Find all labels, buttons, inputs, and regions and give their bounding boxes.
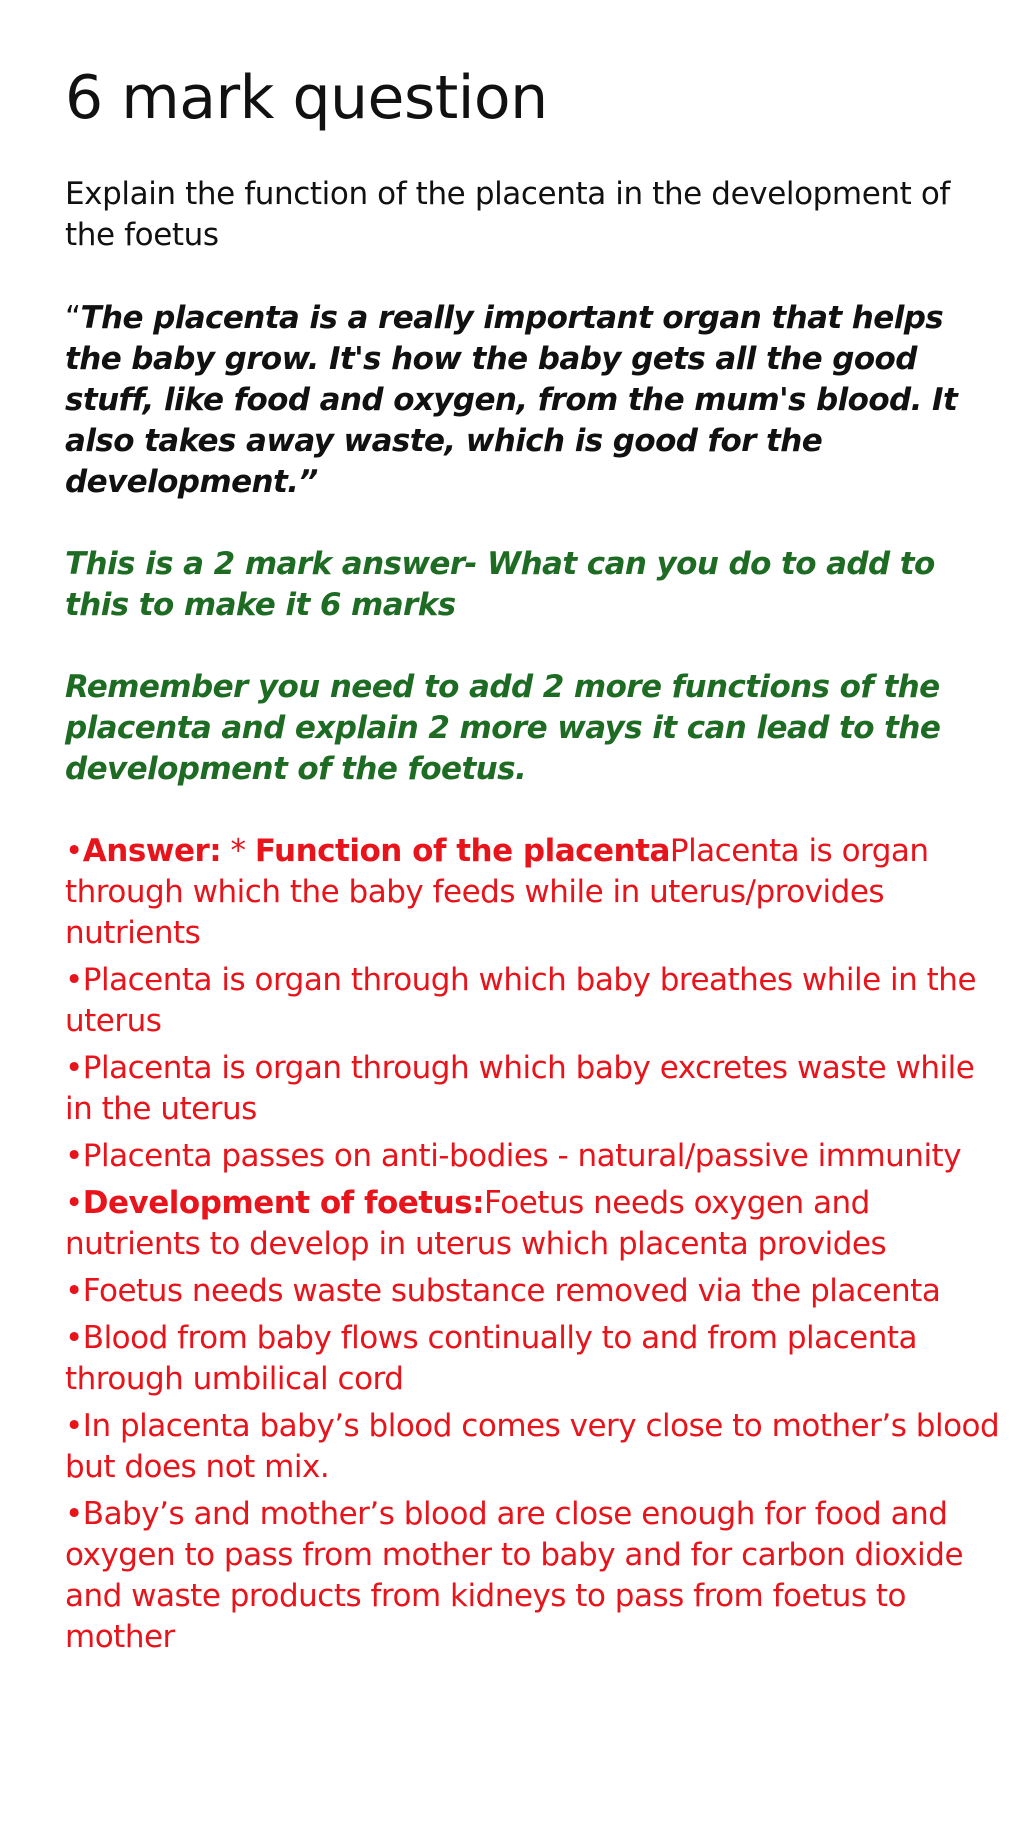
list-item-text: Placenta is organ through which the baby feeds while in uterus/provides nutrients bbox=[65, 833, 929, 951]
list-item bbox=[65, 1048, 1000, 1130]
asterisk: * bbox=[221, 833, 255, 869]
list-item-text: Foetus needs waste substance removed via the placenta bbox=[82, 1273, 941, 1309]
list-item-text: Foetus needs oxygen and nutrients to develop in uterus which placenta provides bbox=[65, 1185, 887, 1262]
list-item bbox=[65, 1318, 1000, 1400]
open-quote: “ bbox=[65, 300, 81, 336]
list-item-text: Placenta passes on anti-bodies - natural/passive immunity bbox=[82, 1138, 962, 1174]
list-item-text: Placenta is organ through which baby breathes while in the uterus bbox=[65, 962, 977, 1039]
list-item bbox=[65, 1136, 1000, 1177]
bullet: • bbox=[65, 962, 83, 998]
mark-scheme-list bbox=[65, 831, 1000, 1658]
bullet: • bbox=[65, 1138, 83, 1174]
list-item bbox=[65, 831, 1000, 954]
sample-answer bbox=[65, 298, 1000, 503]
bullet: • bbox=[65, 1496, 83, 1532]
bullet: • bbox=[65, 1320, 83, 1356]
bullet: • bbox=[65, 1408, 83, 1444]
sample-answer-text: The placenta is a really important organ that helps the baby grow. It's how the baby gets all the good stuff, like food and oxygen, from the mum's blood. It also takes away waste, which is good for the development.” bbox=[65, 300, 958, 500]
bullet: • bbox=[65, 1050, 83, 1086]
question-text: Explain the function of the placenta in the development of the foetus bbox=[65, 176, 950, 253]
guidance-mark-note: This is a 2 mark answer- What can you do to add to this to make it 6 marks bbox=[65, 546, 935, 623]
development-heading: Development of foetus: bbox=[82, 1185, 485, 1221]
list-item-text: In placenta baby’s blood comes very close to mother’s blood but does not mix. bbox=[65, 1408, 1000, 1485]
bullet: • bbox=[65, 1185, 83, 1221]
guidance-reminder: Remember you need to add 2 more functions of the placenta and explain 2 more ways it can lead to the development of the foetus. bbox=[65, 669, 941, 787]
answer-heading: Answer: bbox=[82, 833, 222, 869]
list-item bbox=[65, 960, 1000, 1042]
bullet: • bbox=[65, 1273, 83, 1309]
list-item bbox=[65, 1406, 1000, 1488]
list-item bbox=[65, 1494, 1000, 1658]
list-item-text: Blood from baby flows continually to and from placenta through umbilical cord bbox=[65, 1320, 918, 1397]
list-item-text: Baby’s and mother’s blood are close enough for food and oxygen to pass from mother to baby and for carbon dioxide and waste products from kidneys to pass from foetus to mother bbox=[65, 1496, 964, 1655]
bullet: • bbox=[65, 833, 83, 869]
list-item-text: Placenta is organ through which baby excretes waste while in the uterus bbox=[65, 1050, 975, 1127]
list-item bbox=[65, 1183, 1000, 1265]
function-heading: Function of the placenta bbox=[254, 833, 670, 869]
page-title: 6 mark question bbox=[65, 63, 548, 133]
list-item bbox=[65, 1271, 1000, 1312]
